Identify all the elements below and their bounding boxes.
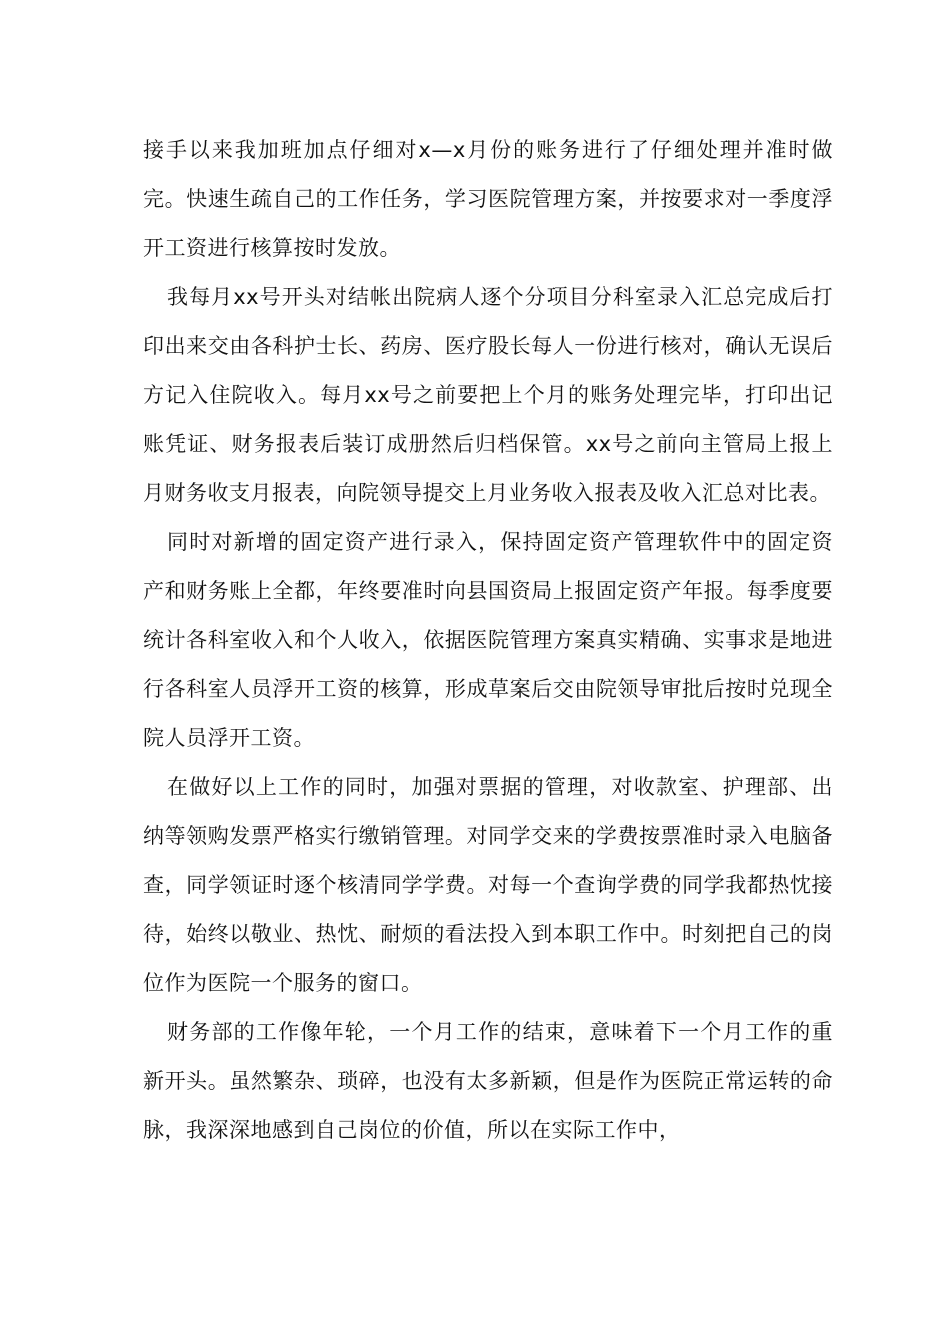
paragraph-2: 我每月xx号开头对结帐出院病人逐个分项目分科室录入汇总完成后打印出来交由各科护士长、药房、医疗股长每人一份进行核对，确认无误后方记入住院收入。每月xx号之前要把上个月的账务处理完毕，打印出记账凭证、财务报表后装订成册然后归档保管。xx号之前向主管局上报上月财务收支月报表，向院领导提交上月业务收入报表及收入汇总对比表。 [143, 285, 833, 505]
paragraph-5: 财务部的工作像年轮，一个月工作的结束，意味着下一个月工作的重新开头。虽然繁杂、琐碎，也没有太多新颖，但是作为医院正常运转的命脉，我深深地感到自己岗位的价值，所以在实际工作中， [143, 1020, 833, 1142]
paragraph-3: 同时对新增的固定资产进行录入，保持固定资产管理软件中的固定资产和财务账上全都，年终要准时向县国资局上报固定资产年报。每季度要统计各科室收入和个人收入，依据医院管理方案真实精确、实事求是地进行各科室人员浮开工资的核算，形成草案后交由院领导审批后按时兑现全院人员浮开工资。 [143, 530, 833, 750]
document-body [143, 126, 833, 1155]
paragraph-1: 接手以来我加班加点仔细对x—x月份的账务进行了仔细处理并准时做完。快速生疏自己的工作任务，学习医院管理方案，并按要求对一季度浮开工资进行核算按时发放。 [143, 138, 833, 260]
paragraph-4: 在做好以上工作的同时，加强对票据的管理，对收款室、护理部、出纳等领购发票严格实行缴销管理。对同学交来的学费按票准时录入电脑备查，同学领证时逐个核清同学学费。对每一个查询学费的同学我都热忱接待，始终以敬业、热忱、耐烦的看法投入到本职工作中。时刻把自己的岗位作为医院一个服务的窗口。 [143, 775, 833, 995]
